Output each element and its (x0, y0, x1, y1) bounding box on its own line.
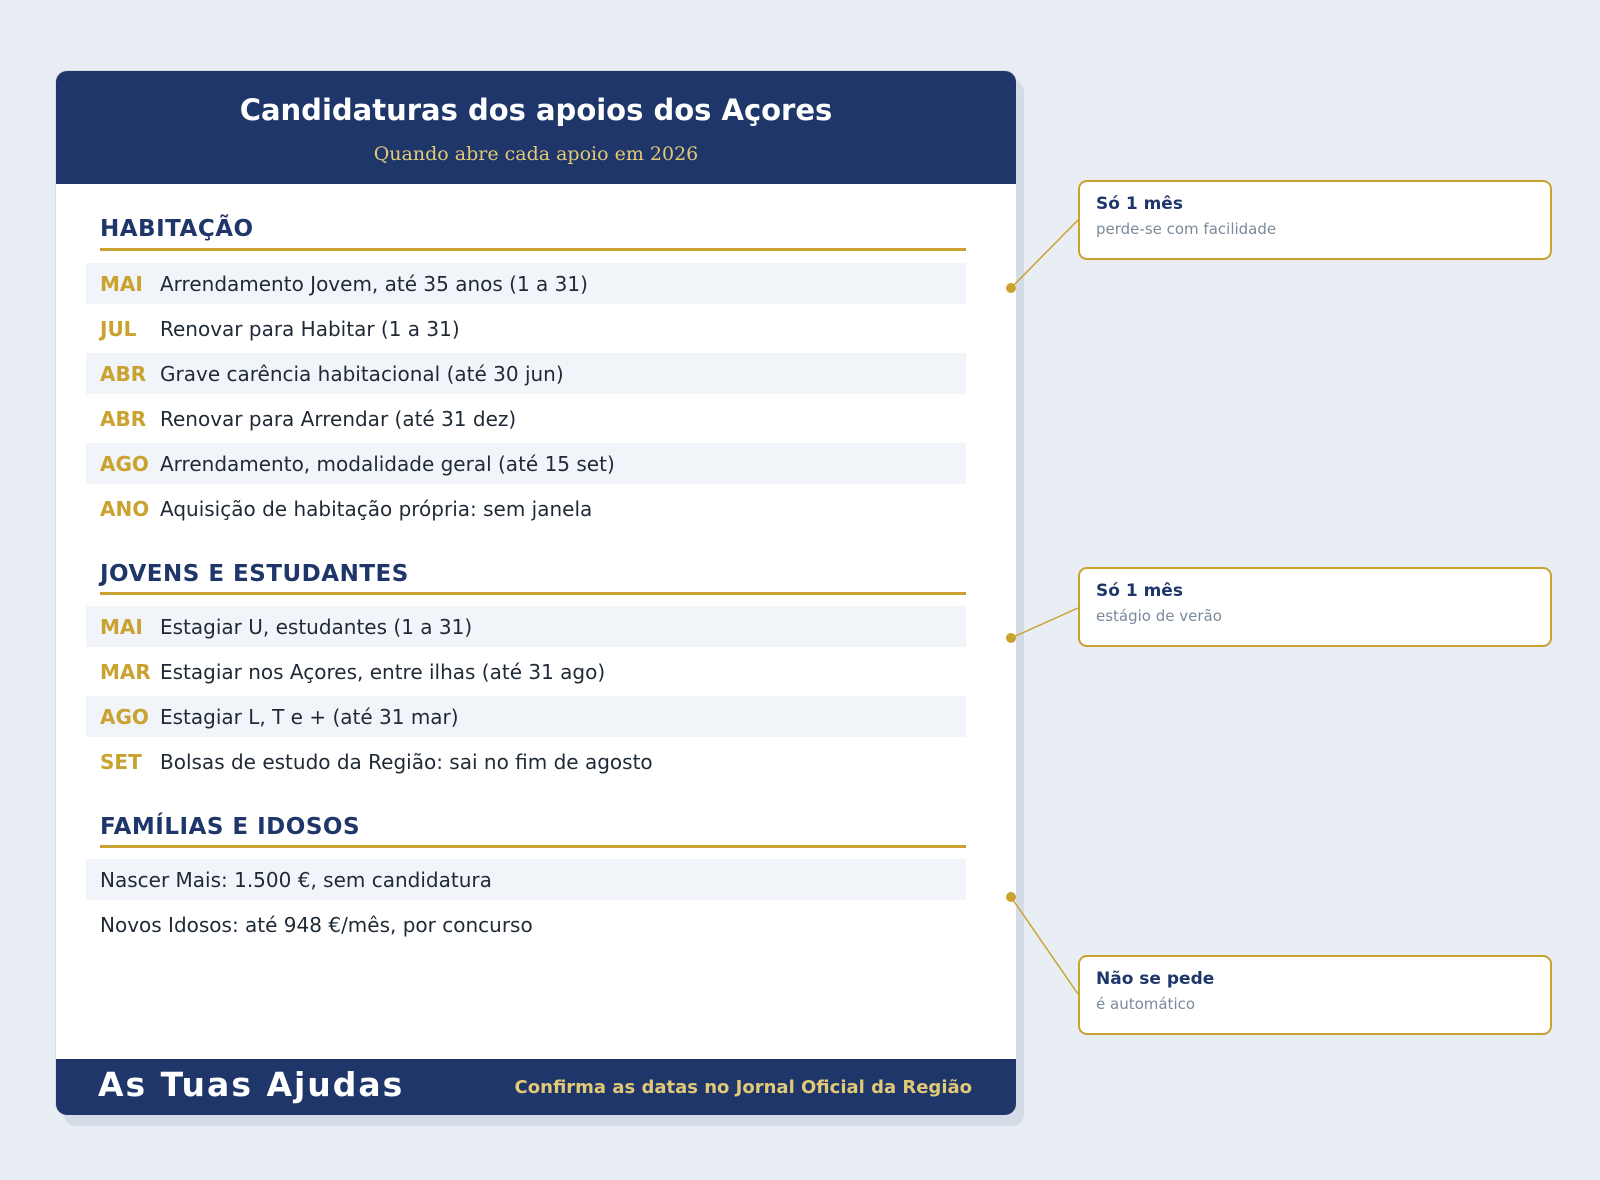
page-subtitle: Quando abre cada apoio em 2026 (373, 143, 699, 165)
item-text: Arrendamento Jovem, até 35 anos (1 a 31) (160, 271, 588, 296)
connector-line (1011, 608, 1078, 638)
connector-dot (1006, 892, 1016, 902)
callout-subtitle: perde-se com facilidade (1096, 220, 1277, 238)
item-text: Aquisição de habitação própria: sem janela (160, 496, 593, 521)
month-label: AGO (100, 704, 149, 729)
month-label: ABR (100, 406, 147, 431)
brand-logo-text: As Tuas Ajudas (98, 1065, 405, 1104)
item-text: Estagiar L, T e + (até 31 mar) (160, 704, 459, 729)
month-label: ABR (100, 361, 147, 386)
callout-subtitle: é automático (1096, 995, 1196, 1013)
callout-box (1078, 955, 1552, 1035)
month-label: ANO (100, 496, 150, 521)
item-text: Renovar para Habitar (1 a 31) (160, 316, 460, 341)
footer-note: Confirma as datas no Jornal Oficial da Região (514, 1077, 972, 1098)
connector-dot (1006, 283, 1016, 293)
connector-line (1011, 220, 1078, 288)
callout-title: Só 1 mês (1096, 194, 1183, 214)
section-title-familias: FAMÍLIAS E IDOSOS (100, 814, 361, 840)
item-text: Nascer Mais: 1.500 €, sem candidatura (100, 867, 492, 892)
item-text: Renovar para Arrendar (até 31 dez) (160, 406, 517, 431)
callout-title: Não se pede (1096, 969, 1215, 989)
item-text: Estagiar U, estudantes (1 a 31) (160, 614, 473, 639)
month-label: AGO (100, 451, 149, 476)
month-label: MAR (100, 659, 151, 684)
page-title: Candidaturas dos apoios dos Açores (239, 93, 833, 127)
callout-title: Só 1 mês (1096, 581, 1183, 601)
item-text: Novos Idosos: até 948 €/mês, por concurso (100, 912, 533, 937)
connector-dot (1006, 633, 1016, 643)
month-label: MAI (100, 271, 143, 296)
callout-subtitle: estágio de verão (1096, 607, 1222, 625)
section-title-habitacao: HABITAÇÃO (100, 216, 254, 242)
month-label: SET (100, 749, 142, 774)
item-text: Bolsas de estudo da Região: sai no fim de agosto (160, 749, 653, 774)
connector-line (1011, 897, 1078, 994)
month-label: MAI (100, 614, 143, 639)
callout-box (1078, 180, 1552, 260)
item-text: Grave carência habitacional (até 30 jun) (160, 361, 564, 386)
item-text: Estagiar nos Açores, entre ilhas (até 31 ago) (160, 659, 606, 684)
section-title-jovens: JOVENS E ESTUDANTES (100, 561, 409, 587)
callout-box (1078, 567, 1552, 647)
item-text: Arrendamento, modalidade geral (até 15 set) (160, 451, 615, 476)
month-label: JUL (100, 316, 137, 341)
